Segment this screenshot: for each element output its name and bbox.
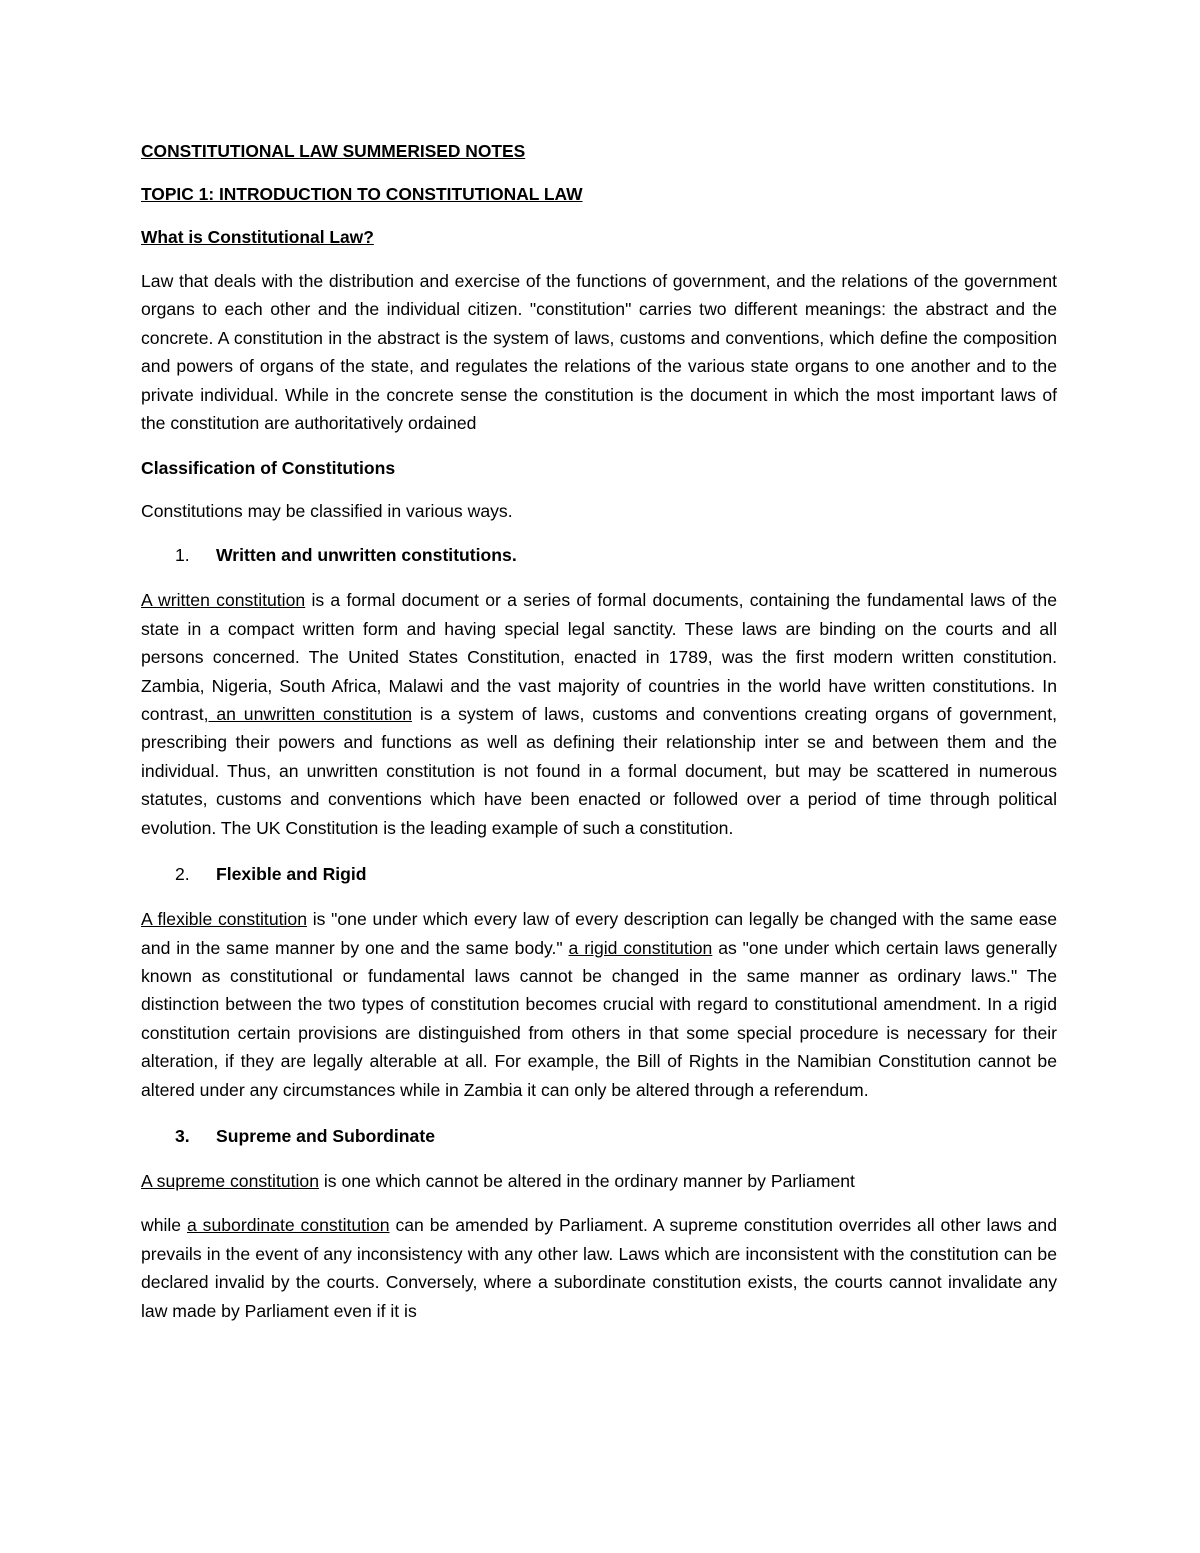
section-2-text-a: is "one under which every law of every description can legally be changed with the same ease and in the same manner by one and the same body." [141, 909, 1057, 958]
section-2-number: 2. [175, 864, 190, 885]
section-3-title: Supreme and Subordinate [216, 1125, 435, 1146]
section-3-text-a: is one which cannot be altered in the ordinary manner by Parliament [319, 1170, 855, 1191]
classification-intro: Constitutions may be classified in various ways. [141, 501, 513, 522]
classification-heading-line [141, 455, 1057, 481]
question-heading: What is Constitutional Law? [141, 227, 374, 247]
document-page [141, 138, 1057, 1343]
unwritten-constitution-term: , an unwritten constitution [203, 704, 413, 725]
section-3-number: 3. [175, 1125, 190, 1146]
document-title-line [141, 138, 1057, 164]
section-2-paragraph [141, 905, 1057, 1104]
flexible-constitution-term: A flexible constitution [141, 909, 307, 930]
section-3-paragraph-a [141, 1167, 1057, 1195]
section-3-heading [141, 1122, 1057, 1150]
section-3-text-b: can be amended by Parliament. A supreme constitution overrides all other laws and prevails in the event of any inconsistency with any other law. Laws which are inconsistent with the constitution can be declared invalid by the courts. Conversely, where a subordinate constitution exists, the courts cannot invalidate any law made by Parliament even if it is [141, 1215, 1057, 1321]
section-2-text-b: as "one under which certain laws generally known as constitutional or fundamental laws cannot be changed in the same manner as ordinary laws." The distinction between the two types of constitution becomes crucial with regard to constitutional amendment. In a rigid constitution certain provisions are distinguished from others in that some special procedure is necessary for their alteration, if they are legally alterable at all. For example, the Bill of Rights in the Namibian Constitution cannot be altered under any circumstances while in Zambia it can only be altered through a referendum. [141, 937, 1058, 1100]
classification-heading: Classification of Constitutions [141, 458, 396, 479]
intro-paragraph: Law that deals with the distribution and exercise of the functions of government, and the relations of the government organs to each other and the individual citizen. "constitution" carries two different meanings: the abstract and the concrete. A constitution in the abstract is the system of laws, customs and conventions, which define the composition and powers of organs of the state, and regulates the relations of the various state organs to one another and to the private individual. While in the concrete sense the constitution is the document in which the most important laws of the constitution are authoritatively ordained [141, 271, 1057, 434]
document-title: CONSTITUTIONAL LAW SUMMERISED NOTES [141, 141, 526, 161]
section-1-text-a: is a formal document or a series of formal documents, containing the fundamental laws of the state in a compact written form and having special legal sanctity. These laws are binding on the courts and all persons concerned. The United States Constitution, enacted in 1789, was the first modern written constitution. Zambia, Nigeria, South Africa, Malawi and the vast majority of countries in the world have written constitutions. In contrast [141, 590, 1058, 725]
supreme-constitution-term: A supreme constitution [141, 1170, 319, 1191]
section-1-title: Written and unwritten constitutions. [216, 545, 517, 566]
written-constitution-term: A written constitution [141, 590, 306, 611]
section-2-title: Flexible and Rigid [216, 864, 367, 885]
section-2-heading [141, 860, 1057, 888]
rigid-constitution-term: a rigid constitution [568, 937, 713, 958]
question-line [141, 224, 1057, 250]
section-3-paragraph-b [141, 1211, 1057, 1325]
subordinate-constitution-term: a subordinate constitution [187, 1215, 390, 1236]
section-3-lead-b: while [141, 1215, 187, 1236]
topic-heading: TOPIC 1: INTRODUCTION TO CONSTITUTIONAL LAW [141, 184, 583, 204]
section-1-text-b: is a system of laws, customs and conventions creating organs of government, prescribing their powers and functions as well as defining their relationship inter se and between them and the individual. Thus, an unwritten constitution is not found in a formal document, but may be scattered in numerous statutes, customs and conventions which have been enacted or followed over a period of time through political evolution. The UK Constitution is the leading example of such a constitution. [141, 704, 1057, 838]
section-1-heading [141, 541, 1057, 569]
section-1-paragraph [141, 586, 1057, 842]
topic-line [141, 181, 1057, 207]
section-1-number: 1. [175, 545, 190, 566]
